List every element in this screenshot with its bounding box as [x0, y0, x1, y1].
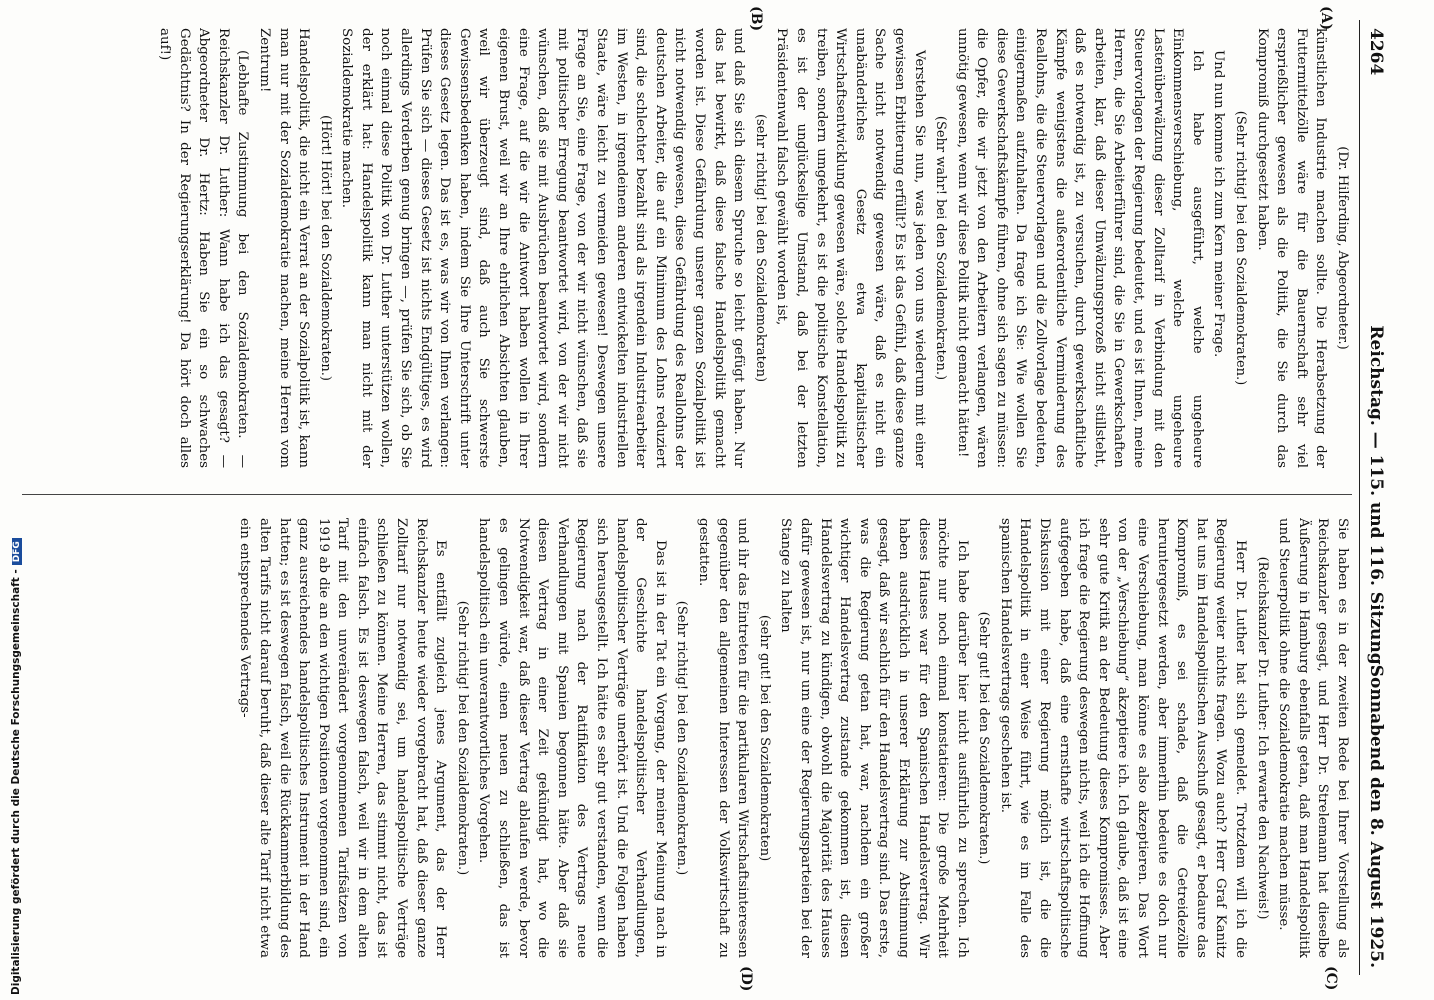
page-header	[1360, 28, 1386, 968]
interjection: (Sehr richtig! bei den Sozialdemokraten.)	[674, 600, 690, 876]
paragraph: Verstehen Sie nun, was jeden von uns wiederum mit einer gewissen Erbitterung erfüllt? Es ist das Gefühl, daß diese ganze Sache nicht notwendig gewesen wäre, daß es nicht ein unabänderliches Gesetz etwa kapitalistischer Wirtschaftsentwicklung gewesen wäre, solche Handelspolitik zu treiben, sondern umgekehrt, es ist die politische Konstellation, es ist der unglückselige Umstand, daß bei der letzten Präsidentenwahl falsch gewählt worden ist,	[774, 28, 927, 468]
session-date: Sonnabend den 8. August 1925.	[1366, 664, 1386, 968]
left-column	[12, 28, 1352, 468]
paragraph: Es entfällt zugleich jenes Argument, das der Herr Reichskanzler heute wieder vorgebracht hat, daß dieser ganze Zolltarif nur notwendig sei, um handelspolitische Verträge schließen zu können. Meine Herren, das stimmt nicht, das ist einfach falsch. Es ist deswegen falsch, weil wir in dem alten Tarif mit den unverändert vorgenommenen Tarifsätzen von 1919 ab die an den wichtigen Positionen vorgenommen sind, ein ganz ausreichendes handelspolitisches Instrument in der Hand hatten; es ist deswegen falsch, weil die Rückkammerbildung des alten Tarifs nicht darauf beruht, daß dieser alte Tarif nicht etwa ein entsprechendes Vertrags-	[237, 518, 449, 958]
interjection: (sehr gut! bei den Sozialdemokraten)	[756, 614, 772, 862]
paragraph: Ich habe darüber hier nicht ausführlich zu sprechen. Ich möchte nur noch einmal konstatieren: Die große Mehrheit dieses Hauses war für den Spanischen Handelsvertrag. Wir haben ausdrücklich in unserer Erklärung zur Abstimmung gesagt, daß wir sachlich für den Handelsvertrag sind. Das erste, was die Regierung getan hat, war, nachdem ein großer wichtiger Handelsvertrag zustande gekommen ist, diesen Handelsvertrag zu kündigen, obwohl die Majorität des Hauses dafür gewesen ist, nur um eine der Regierungsparteien bei der Stange zu halten	[778, 518, 970, 958]
interjection: (Sehr richtig! bei den Sozialdemokraten.)	[454, 600, 470, 876]
interjection: (Sehr richtig! bei den Sozialdemokraten.)	[1233, 110, 1249, 386]
footer-text: Digitalisierung gefördert durch die Deutsche Forschungsgemeinschaft -	[10, 569, 22, 995]
page-number: 4264	[1366, 28, 1386, 76]
interjection: (Sehr wahr! bei den Sozialdemokraten.)	[933, 115, 949, 381]
paragraph: (Lebhafte Zustimmung bei den Sozialdemokraten. — Reichskanzler Dr. Luther: Wann habe ich das gesagt? — Abgeordneter Dr. Hertz: Haben Sie ein so schwaches Gedächtnis? In der Regierungserklärung! Da hört doch alles auf!)	[156, 28, 251, 468]
digitization-footer	[10, 541, 22, 995]
margin-mark-a: (A)	[1318, 6, 1334, 31]
dfg-logo: DFG	[12, 538, 22, 565]
interjection: (Sehr gut! bei den Sozialdemokraten.)	[976, 611, 992, 865]
margin-mark-b: (B)	[748, 6, 764, 32]
paragraph: Und nun komme ich zum Kern meiner Frage.	[1211, 50, 1227, 358]
paragraph: Ich habe ausgeführt, welche ungeheure Einkommensverschiebung, welche ungeheure Lastenüberwälzung dieser Zolltarif in Verbindung mit den Steuervorlagen der Regierung bedeutet, und es ist Ihnen, meine Herren, die Sie Arbeiterführer sind, die Sie in Gewerkschaften arbeiten, klar, daß dieser Umwälzungsprozeß nicht stillsteht, daß es notwendig ist, zu versuchen, durch gewerkschaftliche Kämpfe wenigstens die außerordentliche Verminderung des Reallohns, die die Steuervorlagen und die Zollvorlage bedeuten, einigermaßen aufzuhalten. Da frage ich Sie: Wie wollen Sie diese Gewerkschaftskämpfe führen, ohne sich sagen zu müssen: die Opfer, die wir jetzt von den Arbeitern verlangen, wären unnötig gewesen, wenn wir diese Politik nicht gemacht hätten!	[954, 28, 1205, 468]
interjection: (Dr. Hilferding, Abgeordneter.)	[1335, 146, 1350, 350]
interjection: (Reichskanzler Dr. Luther: Ich erwarte den Nachweis!)	[1254, 556, 1270, 920]
paragraph: künstlichen Industrie machen sollte. Die Herabsetzung der Futtermittelzölle wäre für die Bauernschaft sehr viel ersprießlicher gewesen als die Politik, die Sie durch das Kompromiß durchgesetzt haben.	[1254, 28, 1329, 468]
interjection: (Hört! Hört! bei den Sozialdemokraten.)	[317, 115, 333, 381]
column-divider	[22, 494, 1352, 495]
paragraph: Handelspolitik, die nicht ein Verrat an der Sozialpolitik ist, kann man nur mit der Sozialdemokratie machen, meine Herren vom Zentrum!	[256, 28, 312, 468]
header-rule	[1359, 20, 1360, 975]
paragraph: und daß Sie sich diesem Spruche so leicht gefügt haben. Nur das hat bewirkt, daß diese falsche Handelspolitik gemacht worden ist. Diese Gefährdung unserer ganzen Sozialpolitik ist nicht notwendig gewesen, diese Gefährdung des Reallohns der deutschen Arbeiter, die auf ein Minimum des Lohns reduziert sind, die schlechter bezahlt sind als irgendein Industriearbeiter im Westen, in irgendeinem anderen entwickelten industriellen Staate, wäre leicht zu vermeiden gewesen! Deswegen unsere Frage an Sie, eine Frage, von der wir nicht wünschen, daß sie mit politischer Erregung beantwortet wird, von der wir nicht wünschen, daß sie mit Ausbrüchen beantwortet wird, sondern eine Frage, auf die wir die Antwort haben wollen in Ihrer eigenen Brust, weil wir an Ihre ehrlichen Absichten glauben, weil wir überzeugt sind, daß auch Sie schwerste Gewissensbedenken haben, indem Sie Ihre Unterschrift unter dieses Gesetz legen. Das ist es, was wir von Ihnen verlangen: Prüfen Sie sich — dieses Gesetz ist nichts Endgültiges, es wird allerdings Verderben genug bringen —, prüfen Sie sich, ob Sie noch einmal diese Politik von Dr. Luther unterstützen wollen, der erklärt hat: Handelspolitik kann man nicht mit der Sozialdemokratie machen.	[339, 28, 747, 468]
paragraph: und ihr das Eintreten für die partikularen Wirtschaftsinteressen gegenüber den allgemeinen Interessen der Volkswirtschaft zu gestatten.	[696, 518, 751, 958]
paragraph: Das ist in der Tat ein Vorgang, der meiner Meinung nach in der Geschichte handelspolitischer Verhandlungen, handelspolitischer Verträge unerhört ist. Und die Folgen haben sich herausgestellt. Ich hätte es sehr gut verstanden, wenn die Regierung nach der Ratifikation des Vertrags neue Verhandlungen mit Spanien begonnen hätte. Aber daß sie diesen Vertrag in einer Zeit gekündigt hat, wo die Notwendigkeit war, daß dieser Vertrag ablaufen werde, bevor es gelingen würde, einen neuen zu schließen, das ist handelspolitisch ein unverantwortliches Vorgehen.	[476, 518, 668, 958]
margin-mark-c: (C)	[1323, 966, 1339, 991]
interjection: (sehr richtig! bei den Sozialdemokraten)	[752, 113, 768, 383]
right-column	[12, 518, 1352, 958]
running-title: Reichstag. — 115. und 116. Sitzung.	[1366, 325, 1386, 671]
paragraph: Sie haben es in der zweiten Rede bei Ihrer Vorstellung als Reichskanzler gesagt, und Herr Dr. Strelemann hat dieselbe Äußerung in Hamburg ebenfalls getan, daß man Handelspolitik und Steuerpolitik ohne die Sozialdemokratie machen müsse.	[1276, 518, 1350, 958]
paragraph: Herr Dr. Luther hat sich gemeldet. Trotzdem will ich die Regierung weiter nichts fragen. Wozu auch? Herr Graf Kanitz hat uns im Handelspolitischen Ausschuß gesagt, er bedaure das Kompromiß, es sei schade, daß die Getreidezölle heruntergesetzt werden, aber immerhin bedeute es doch nur eine Verschiebung, man könne es also akzeptieren. Das Wort von der „Verschiebung“ akzeptiere ich. Ich glaube, daß ist eine sehr gute Kritik an der Bedeutung dieses Kompromisses. Aber ich frage die Regierung deswegen nichts, weil ich die Hoffnung aufgegeben habe, daß eine ernsthafte wirtschaftspolitische Diskussion mit einer Regierung möglich ist, die die Handelspolitik in einer Weise führt, wie es im Falle des spanischen Handelsvertrags geschehen ist.	[997, 518, 1249, 958]
margin-mark-d: (D)	[738, 966, 754, 992]
